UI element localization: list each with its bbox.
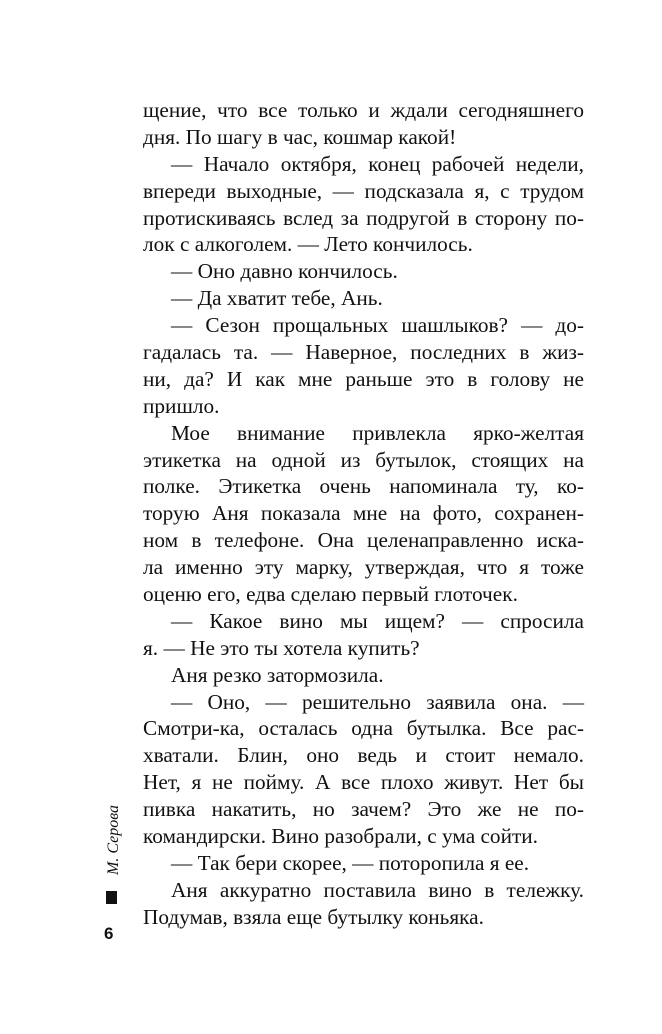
body-text <box>143 97 584 931</box>
text-line: щение, что все только и ждали сегодняшнего <box>143 98 584 122</box>
text-line: этикетка на одной из бутылок, стоящих на <box>143 447 584 472</box>
text-line: командирски. Вино разобрали, с ума сойти. <box>143 824 539 849</box>
page-marker-square <box>106 891 117 904</box>
text-line: гадалась та. — Наверное, последних в жиз- <box>143 340 584 365</box>
text-line: — Оно давно кончилось. <box>171 259 398 284</box>
page-number: 6 <box>104 924 114 943</box>
text-line: я. — Не это ты хотела купить? <box>143 635 420 660</box>
text-line: — Оно, — решительно заявила она. — <box>171 689 584 714</box>
text-line: — Начало октября, конец рабочей недели, <box>171 151 584 176</box>
text-line: пришло. <box>143 393 220 418</box>
text-line: — Сезон прощальных шашлыков? — до- <box>171 313 584 338</box>
text-line: лок с алкоголем. — Лето кончилось. <box>143 232 473 257</box>
text-line: ла именно эту марку, утверждая, что я тоже <box>143 555 584 580</box>
text-line: Аня аккуратно поставила вино в тележку. <box>171 877 584 902</box>
text-line: Мое внимание привлекла ярко-желтая <box>171 420 584 445</box>
text-line: ном в телефоне. Она целенаправленно иска- <box>143 528 584 553</box>
text-line: дня. По шагу в час, кошмар какой! <box>143 124 457 149</box>
text-line: хватали. Блин, оно ведь и стоит немало. <box>143 743 584 768</box>
text-line: Нет, я не пойму. А все плохо живут. Нет бы <box>143 770 584 795</box>
text-line: ни, да? И как мне раньше это в голову не <box>143 366 584 391</box>
author-running-head: М. Серова <box>105 804 122 875</box>
text-line: пивка накатить, но зачем? Это же не по- <box>143 797 584 822</box>
text-line: — Какое вино мы ищем? — спросила <box>171 608 584 633</box>
text-line: Подумав, взяла еще бутылку коньяка. <box>143 904 484 929</box>
text-line: Смотри-ка, осталась одна бутылка. Все рас- <box>143 716 584 741</box>
text-line: — Так бери скорее, — поторопила я ее. <box>171 850 530 875</box>
text-line: Аня резко затормозила. <box>171 662 384 687</box>
text-line: впереди выходные, — подсказала я, с трудом <box>143 178 584 203</box>
text-line: оценю его, едва сделаю первый глоточек. <box>143 582 518 607</box>
text-line: полке. Этикетка очень напоминала ту, ко- <box>143 474 584 499</box>
text-line: торую Аня показала мне на фото, сохранен- <box>143 501 584 526</box>
text-line: — Да хватит тебе, Ань. <box>171 286 383 311</box>
text-line: протискиваясь вслед за подругой в сторону по- <box>143 205 584 230</box>
